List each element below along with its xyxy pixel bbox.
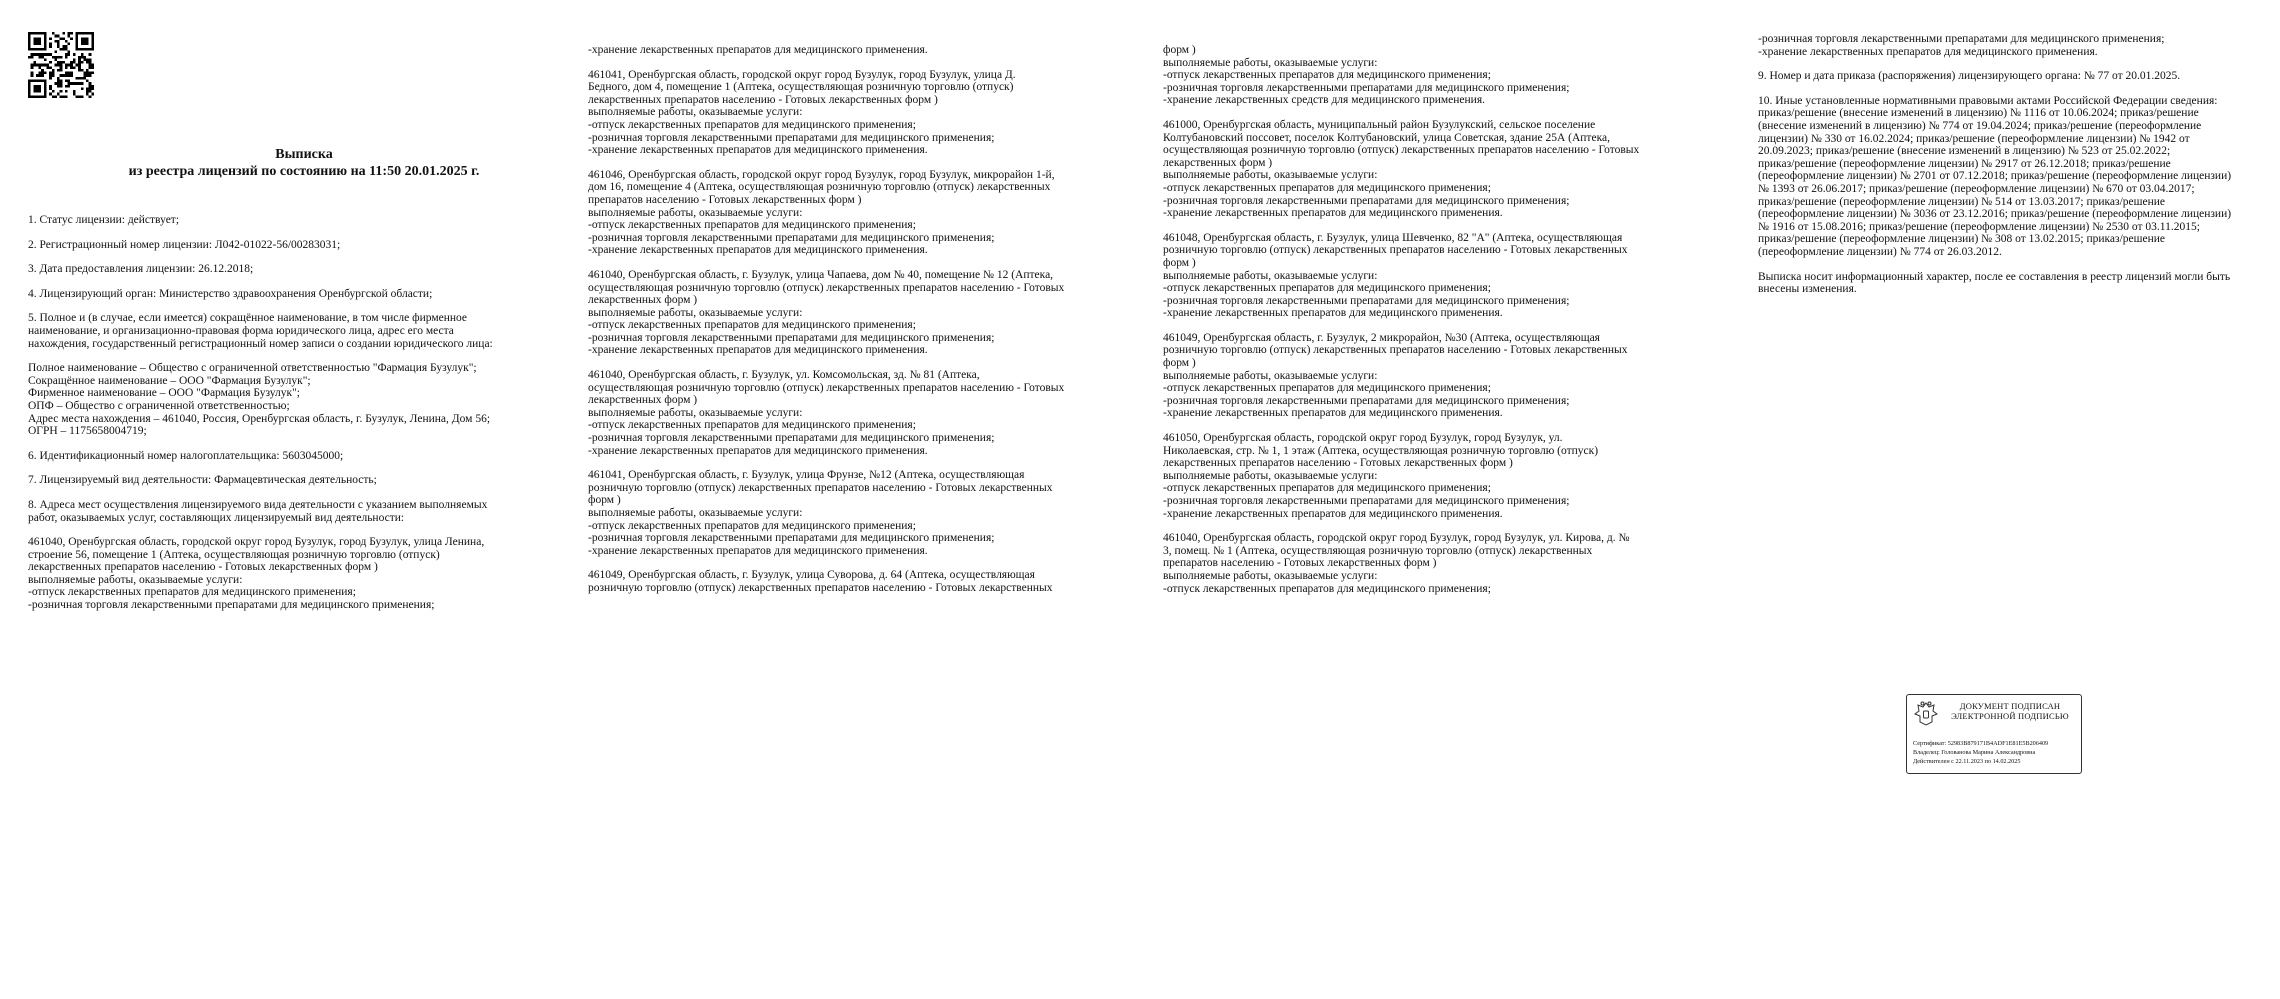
- text-line: ОГРН – 1175658004719;: [28, 425, 147, 438]
- paragraph: [1163, 44, 1723, 107]
- text-line: дом 16, помещение 4 (Аптека, осуществляющая розничную торговлю (отпуск) лекарственных: [588, 181, 1051, 194]
- text-line: осуществляющая розничную торговлю (отпуск) лекарственных препаратов населению - Готовых: [588, 281, 1065, 294]
- text-line: 3. Дата предоставления лицензии: 26.12.2018;: [28, 263, 254, 276]
- text-line: -отпуск лекарственных препаратов для медицинского применения;: [1163, 181, 1491, 194]
- text-line: (переоформление лицензии) № 774 от 26.03.2012.: [1758, 245, 2002, 258]
- text-line: -хранение лекарственных препаратов для медицинского применения.: [588, 444, 928, 457]
- paragraph: [588, 169, 1148, 257]
- text-line: 461040, Оренбургская область, г. Бузулук, улица Чапаева, дом № 40, помещение № 12 (Аптека,: [588, 268, 1054, 281]
- text-line: 10. Иные установленные нормативными правовыми актами Российской Федерации сведения:: [1758, 94, 2218, 107]
- text-line: -розничная торговля лекарственными препаратами для медицинского применения;: [588, 131, 995, 144]
- text-line: -отпуск лекарственных препаратов для медицинского применения;: [588, 118, 916, 131]
- paragraph: [588, 269, 1148, 357]
- text-line: -хранение лекарственных средств для медицинского применения.: [1163, 94, 1485, 107]
- text-line: препаратов населению - Готовых лекарственных форм ): [588, 193, 862, 206]
- text-line: форм ): [1163, 256, 1196, 269]
- text-line: -розничная торговля лекарственными препаратами для медицинского применения;: [588, 331, 995, 344]
- text-line: Бедного, дом 4, помещение 1 (Аптека, осуществляющая розничную торговлю (отпуск): [588, 81, 1014, 94]
- text-line: -хранение лекарственных препаратов для медицинского применения.: [588, 44, 928, 56]
- text-line: осуществляющая розничную торговлю (отпуск) лекарственных препаратов населению - Готовых: [1163, 144, 1640, 157]
- text-line: осуществляющая розничную торговлю (отпуск) лекарственных препаратов населению - Готовых: [588, 381, 1065, 394]
- paragraph: [1163, 532, 1723, 595]
- text-line: приказ/решение (переоформление лицензии) № 2917 от 26.12.2018; приказ/решение: [1758, 157, 2171, 170]
- text-line: -розничная торговля лекарственными препаратами для медицинского применения;: [1163, 294, 1570, 307]
- text-line: выполняемые работы, оказываемые услуги:: [588, 507, 803, 519]
- text-line: 4. Лицензирующий орган: Министерство здравоохранения Оренбургской области;: [28, 287, 433, 300]
- text-line: выполняемые работы, оказываемые услуги:: [588, 106, 803, 119]
- text-line: Фирменное наименование – ООО "Фармация Бузулук";: [28, 387, 300, 400]
- text-line: Николаевская, стр. № 1, 1 этаж (Аптека, осуществляющая розничную торговлю (отпуск): [1163, 444, 1599, 457]
- text-line: приказ/решение (внесение изменений в лицензию) № 1116 от 10.06.2024; приказ/решение: [1758, 107, 2199, 120]
- paragraph: [588, 569, 1148, 594]
- paragraph: [1163, 432, 1723, 520]
- text-line: Колтубановский поссовет, поселок Колтубановский, улица Советская, здание 25А (Аптека,: [1163, 131, 1610, 144]
- text-line: выполняемые работы, оказываемые услуги:: [1163, 169, 1378, 182]
- text-line: -отпуск лекарственных препаратов для медицинского применения;: [588, 419, 916, 432]
- paragraph: [1163, 232, 1723, 320]
- text-line: лекарственных препаратов населению - Готовых лекарственных форм ): [588, 93, 938, 106]
- text-line: -хранение лекарственных препаратов для медицинского применения.: [1163, 407, 1503, 420]
- paragraph: [1758, 33, 2258, 58]
- stamp-certificate: Сертификат: 52983B879171B4ADF1E81E5B206409: [1913, 740, 2049, 747]
- text-line: -хранение лекарственных препаратов для медицинского применения.: [1163, 307, 1503, 320]
- text-line: выполняемые работы, оказываемые услуги:: [1163, 369, 1378, 382]
- text-line: -хранение лекарственных препаратов для медицинского применения.: [1758, 45, 2098, 58]
- text-line: -розничная торговля лекарственными препаратами для медицинского применения;: [588, 532, 995, 545]
- paragraph: [588, 69, 1148, 157]
- text-line: -розничная торговля лекарственными препаратами для медицинского применения;: [28, 599, 435, 612]
- paragraph: [28, 312, 580, 350]
- text-line: работ, оказываемых услуг, составляющих лицензируемый вид деятельности:: [28, 511, 405, 524]
- stamp-title-line-1: ДОКУМЕНТ ПОДПИСАН: [1959, 701, 2061, 711]
- text-column-2: [588, 44, 1148, 829]
- text-line: лекарственных форм ): [588, 294, 698, 307]
- text-line: -отпуск лекарственных препаратов для медицинского применения;: [1163, 69, 1491, 82]
- text-line: выполняемые работы, оказываемые услуги:: [588, 406, 803, 419]
- text-line: -отпуск лекарственных препаратов для медицинского применения;: [588, 319, 916, 332]
- paragraph: [1758, 271, 2258, 296]
- text-line: 6. Идентификационный номер налогоплательщика: 5603045000;: [28, 449, 344, 462]
- paragraph: [28, 214, 580, 227]
- document-title: [28, 146, 580, 180]
- text-line: -отпуск лекарственных препаратов для медицинского применения;: [1163, 382, 1491, 395]
- text-line: 461050, Оренбургская область, городской округ город Бузулук, город Бузулук, ул.: [1163, 432, 1563, 445]
- text-line: № 1393 от 26.06.2017; приказ/решение (переоформление лицензии) № 670 от 03.04.2017;: [1758, 182, 2195, 195]
- text-line: -хранение лекарственных препаратов для медицинского применения.: [1163, 507, 1503, 520]
- text-line: выполняемые работы, оказываемые услуги:: [1163, 56, 1378, 69]
- text-line: 8. Адреса мест осуществления лицензируемого вида деятельности с указанием выполняемых: [28, 498, 488, 511]
- text-line: -отпуск лекарственных препаратов для медицинского применения;: [1163, 282, 1491, 295]
- paragraph: [1163, 119, 1723, 220]
- text-line: -розничная торговля лекарственными препаратами для медицинского применения;: [588, 432, 995, 445]
- paragraph: [1163, 332, 1723, 420]
- paragraph: [28, 474, 580, 487]
- qr-code-icon: [28, 32, 94, 98]
- paragraph: [1758, 70, 2258, 83]
- text-line: -розничная торговля лекарственными препаратами для медицинского применения;: [1163, 194, 1570, 207]
- text-line: лекарственных форм ): [1163, 156, 1273, 169]
- text-line: -отпуск лекарственных препаратов для медицинского применения;: [1163, 482, 1491, 495]
- text-line: 9. Номер и дата приказа (распоряжения) лицензирующего органа: № 77 от 20.01.2025.: [1758, 70, 2181, 83]
- stamp-details: [1913, 739, 2079, 766]
- text-line: розничную торговлю (отпуск) лекарственных препаратов населению - Готовых лекарственных: [1163, 244, 1628, 257]
- text-line: розничную торговлю (отпуск) лекарственных препаратов населению - Готовых лекарственных: [588, 481, 1053, 494]
- text-line: -розничная торговля лекарственными препаратами для медицинского применения;: [1163, 394, 1570, 407]
- text-line: выполняемые работы, оказываемые услуги:: [1163, 269, 1378, 282]
- text-line: форм ): [1163, 44, 1196, 56]
- text-line: Адрес места нахождения – 461040, Россия, Оренбургская область, г. Бузулук, Ленина, Дом 56;: [28, 412, 491, 425]
- text-line: 461000, Оренбургская область, муниципальный район Бузулукский, сельское поселение: [1163, 118, 1596, 131]
- text-line: -хранение лекарственных препаратов для медицинского применения.: [1163, 207, 1503, 220]
- text-line: розничную торговлю (отпуск) лекарственных препаратов населению - Готовых лекарственных: [1163, 344, 1628, 357]
- text-line: лекарственных препаратов населению - Готовых лекарственных форм ): [1163, 457, 1513, 470]
- text-line: выполняемые работы, оказываемые услуги:: [588, 206, 803, 219]
- stamp-heading: [1941, 702, 2079, 721]
- coat-of-arms-icon: [1913, 700, 1939, 728]
- paragraph: [1758, 95, 2258, 259]
- text-line: внесены изменения.: [1758, 283, 1857, 296]
- text-line: -отпуск лекарственных препаратов для медицинского применения;: [28, 586, 356, 599]
- paragraph: [588, 469, 1148, 557]
- title-line-2: из реестра лицензий по состоянию на 11:50 20.01.2025 г.: [128, 164, 480, 179]
- text-line: лекарственных форм ): [588, 394, 698, 407]
- paragraph: [28, 239, 580, 252]
- text-line: Полное наименование – Общество с ограниченной ответственностью "Фармация Бузулук";: [28, 362, 477, 375]
- title-line-1: Выписка: [275, 147, 333, 162]
- text-line: лицензии) № 330 от 16.02.2024; приказ/решение (переоформление лицензии) № 1942 от: [1758, 132, 2190, 145]
- text-line: приказ/решение (переоформление лицензии) № 514 от 13.03.2017; приказ/решение: [1758, 195, 2165, 208]
- text-line: 461046, Оренбургская область, городской округ город Бузулук, город Бузулук, микрорайон 1-й,: [588, 168, 1055, 181]
- text-line: выполняемые работы, оказываемые услуги:: [28, 573, 243, 586]
- text-line: 461040, Оренбургская область, городской округ город Бузулук, город Бузулук, ул. Кирова, д. №: [1163, 532, 1630, 545]
- text-line: 461049, Оренбургская область, г. Бузулук, 2 микрорайон, №30 (Аптека, осуществляющая: [1163, 331, 1600, 344]
- text-line: нахождения, государственный регистрационный номер записи о создании юридического лица:: [28, 337, 493, 350]
- text-line: -хранение лекарственных препаратов для медицинского применения.: [588, 344, 928, 357]
- text-line: -розничная торговля лекарственными препаратами для медицинского применения;: [1758, 33, 2165, 45]
- text-line: (внесение изменений в лицензию) № 774 от 19.04.2024; приказ/решение (переоформление: [1758, 119, 2202, 132]
- text-line: 20.09.2023; приказ/решение (внесение изменений в лицензию) № 523 от 25.02.2022;: [1758, 145, 2171, 158]
- text-line: наименование, и организационно-правовая форма юридического лица, адрес его места: [28, 324, 454, 337]
- paragraph: [28, 362, 580, 438]
- text-line: розничную торговлю (отпуск) лекарственных препаратов населению - Готовых лекарственных: [588, 581, 1053, 594]
- electronic-signature-stamp: [1906, 694, 2082, 774]
- paragraph: [28, 499, 580, 524]
- text-line: лекарственных препаратов населению - Готовых лекарственных форм ): [28, 561, 378, 574]
- text-line: 5. Полное и (в случае, если имеется) сокращённое наименование, в том числе фирменное: [28, 312, 467, 325]
- text-line: -отпуск лекарственных препаратов для медицинского применения;: [1163, 582, 1491, 595]
- text-line: -розничная торговля лекарственными препаратами для медицинского применения;: [588, 231, 995, 244]
- text-line: приказ/решение (переоформление лицензии) № 308 от 13.02.2015; приказ/решение: [1758, 233, 2165, 246]
- paragraph: [28, 288, 580, 301]
- text-line: 1. Статус лицензии: действует;: [28, 214, 180, 226]
- stamp-owner: Владелец: Голованова Марина Александровна: [1913, 749, 2036, 756]
- text-line: -хранение лекарственных препаратов для медицинского применения.: [588, 144, 928, 157]
- stamp-title-line-2: ЭЛЕКТРОННОЙ ПОДПИСЬЮ: [1951, 710, 2069, 721]
- text-line: форм ): [588, 494, 621, 507]
- text-column-1: [28, 214, 580, 999]
- paragraph: [588, 44, 1148, 57]
- text-line: 461040, Оренбургская область, городской округ город Бузулук, город Бузулук, улица Ленина,: [28, 536, 485, 549]
- text-column-3: [1163, 44, 1723, 829]
- text-line: -хранение лекарственных препаратов для медицинского применения.: [588, 244, 928, 257]
- text-line: выполняемые работы, оказываемые услуги:: [588, 306, 803, 319]
- text-line: 461048, Оренбургская область, г. Бузулук, улица Шевченко, 82 "А" (Аптека, осуществляющая: [1163, 231, 1623, 244]
- text-line: -розничная торговля лекарственными препаратами для медицинского применения;: [1163, 495, 1570, 507]
- text-line: (переоформление лицензии) № 3036 от 23.12.2016; приказ/решение (переоформление лицензии): [1758, 208, 2232, 221]
- text-line: ОПФ – Общество с ограниченной ответственностью;: [28, 399, 290, 412]
- text-line: выполняемые работы, оказываемые услуги:: [1163, 569, 1378, 582]
- text-line: 461041, Оренбургская область, городской округ город Бузулук, город Бузулук, улица Д.: [588, 68, 1016, 81]
- text-line: 461040, Оренбургская область, г. Бузулук, ул. Комсомольская, зд. № 81 (Аптека,: [588, 369, 980, 382]
- text-line: -отпуск лекарственных препаратов для медицинского применения;: [588, 219, 916, 232]
- text-line: № 1916 от 15.08.2016; приказ/решение (переоформление лицензии) № 2530 от 03.11.2015;: [1758, 220, 2200, 233]
- text-line: (переоформление лицензии) № 2701 от 07.12.2018; приказ/решение (переоформление лицензии): [1758, 170, 2232, 183]
- text-line: 461049, Оренбургская область, г. Бузулук, улица Суворова, д. 64 (Аптека, осуществляющая: [588, 569, 1035, 582]
- paragraph: [28, 536, 580, 612]
- text-line: 461041, Оренбургская область, г. Бузулук, улица Фрунзе, №12 (Аптека, осуществляющая: [588, 469, 1025, 482]
- text-line: 3, помещ. № 1 (Аптека, осуществляющая розничную торговлю (отпуск) лекарственных: [1163, 544, 1593, 557]
- text-line: 7. Лицензируемый вид деятельности: Фармацевтическая деятельность;: [28, 474, 377, 487]
- paragraph: [28, 263, 580, 276]
- stamp-validity: Действителен с 22.11.2023 по 14.02.2025: [1913, 758, 2021, 765]
- text-line: 2. Регистрационный номер лицензии: Л042-01022-56/00283031;: [28, 238, 341, 251]
- text-line: строение 56, помещение 1 (Аптека, осуществляющая розничную торговлю (отпуск): [28, 548, 440, 561]
- text-line: Выписка носит информационный характер, после ее составления в реестр лицензий могли быть: [1758, 270, 2231, 283]
- text-line: -хранение лекарственных препаратов для медицинского применения.: [588, 544, 928, 557]
- text-line: -отпуск лекарственных препаратов для медицинского применения;: [588, 519, 916, 532]
- text-line: Сокращённое наименование – ООО "Фармация Бузулук";: [28, 374, 311, 387]
- text-line: форм ): [1163, 357, 1196, 370]
- text-line: препаратов населению - Готовых лекарственных форм ): [1163, 557, 1437, 570]
- text-line: выполняемые работы, оказываемые услуги:: [1163, 469, 1378, 482]
- text-line: -розничная торговля лекарственными препаратами для медицинского применения;: [1163, 81, 1570, 94]
- paragraph: [28, 450, 580, 463]
- paragraph: [588, 369, 1148, 457]
